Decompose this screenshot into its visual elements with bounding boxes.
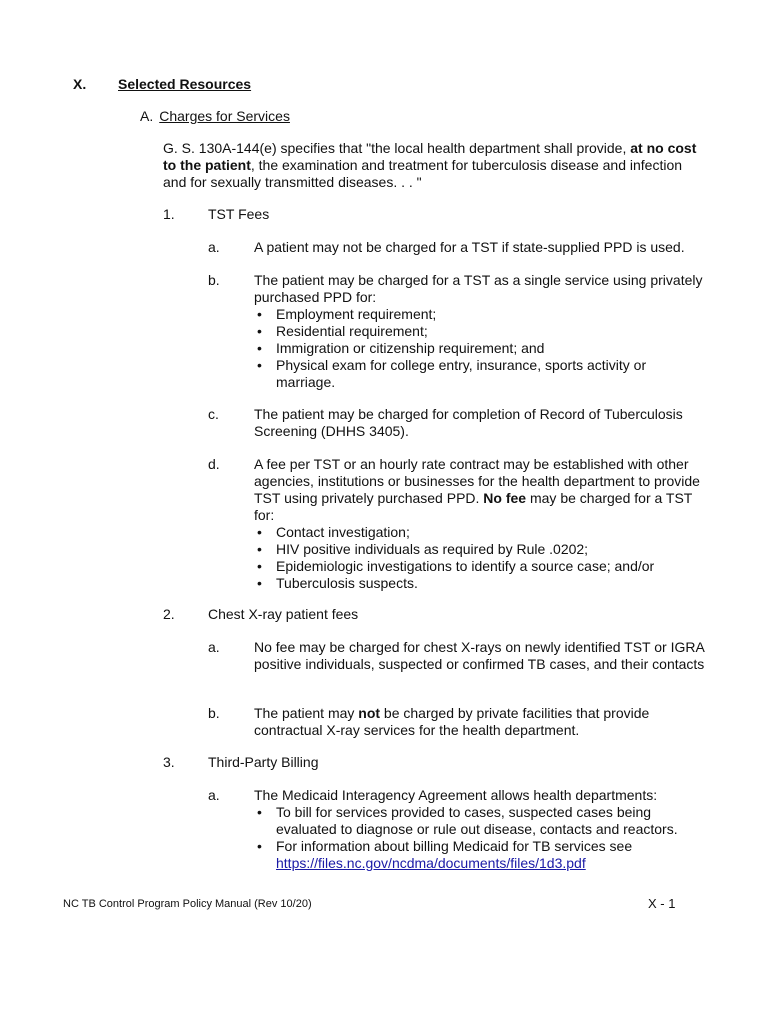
bullet-list — [254, 306, 706, 391]
item-number: 1. — [163, 206, 175, 222]
bullet-list — [254, 804, 706, 872]
sub-text-part: The patient may — [254, 705, 359, 721]
sub-text: The patient may be charged for completion of Record of Tuberculosis Screening (DHHS 3405). — [254, 406, 683, 439]
sub-text: No fee may be charged for chest X-rays on newly identified TST or IGRA positive individuals, suspected or confirmed TB cases, and their contacts — [254, 639, 705, 672]
sub-text-bold: not — [358, 705, 381, 721]
sub-text-part: may be charged for a TST for: — [254, 490, 693, 523]
list-item: • Employment requirement; — [254, 306, 706, 323]
subsection-label: A. — [140, 108, 154, 124]
section-number: X. — [73, 76, 87, 92]
subsection-heading — [140, 108, 290, 125]
list-item: • HIV positive individuals as required by Rule .0202; — [254, 541, 706, 558]
sub-text — [254, 705, 706, 739]
sub-block — [254, 456, 706, 592]
intro-text-end: , the examination and treatment for tuberculosis disease and infection and for sexually transmitted diseases. . . " — [163, 157, 683, 190]
sub-text: The Medicaid Interagency Agreement allows health departments: — [254, 787, 658, 803]
section-title: Selected Resources — [118, 76, 252, 92]
sub-block — [254, 787, 706, 872]
sub-letter: d. — [208, 456, 220, 472]
item-title: Third-Party Billing — [208, 754, 319, 770]
footer-page-number: X - 1 — [648, 896, 676, 911]
list-item: • Physical exam for college entry, insurance, sports activity or marriage. — [254, 357, 706, 391]
subsection-title: Charges for Services — [159, 108, 290, 124]
sub-text-part: be charged by private facilities that provide contractual X-ray services for the health department. — [254, 705, 650, 738]
list-item: • To bill for services provided to cases, suspected cases being evaluated to diagnose or rule out disease, contacts and reactors. — [254, 804, 706, 838]
list-item-text: For information about billing Medicaid for TB services see — [276, 838, 633, 854]
item-number: 3. — [163, 754, 175, 770]
sub-text — [254, 456, 706, 524]
list-item: • Residential requirement; — [254, 323, 706, 340]
footer-manual-title: NC TB Control Program Policy Manual (Rev 10/20) — [63, 898, 312, 910]
sub-letter: b. — [208, 272, 220, 288]
sub-letter: a. — [208, 639, 220, 655]
medicaid-billing-link[interactable]: https://files.nc.gov/ncdma/documents/files/1d3.pdf — [276, 855, 586, 871]
intro-paragraph — [163, 140, 703, 191]
list-item: • Tuberculosis suspects. — [254, 575, 706, 592]
item-title: Chest X-ray patient fees — [208, 606, 359, 622]
sub-text: A patient may not be charged for a TST if state-supplied PPD is used. — [254, 239, 685, 255]
intro-text: G. S. 130A-144(e) specifies that "the local health department shall provide, — [163, 140, 631, 156]
sub-text-bold: No fee — [483, 490, 527, 506]
list-item: • Epidemiologic investigations to identify a source case; and/or — [254, 558, 706, 575]
sub-letter: a. — [208, 787, 220, 803]
item-number: 2. — [163, 606, 175, 622]
sub-letter: b. — [208, 705, 220, 721]
list-item — [254, 838, 706, 872]
sub-letter: c. — [208, 406, 219, 422]
bullet-list — [254, 524, 706, 592]
item-title: TST Fees — [208, 206, 270, 222]
sub-text-part: A fee per TST or an hourly rate contract may be established with other agencies, institutions or businesses for the health department to provide TST using privately purchased PPD. — [254, 456, 700, 506]
intro-bold-text: at no cost to the patient — [163, 140, 697, 173]
list-item: • Immigration or citizenship requirement; and — [254, 340, 706, 357]
list-item: • Contact investigation; — [254, 524, 706, 541]
sub-block — [254, 272, 706, 391]
sub-letter: a. — [208, 239, 220, 255]
sub-text: The patient may be charged for a TST as a single service using privately purchased PPD for: — [254, 272, 703, 305]
